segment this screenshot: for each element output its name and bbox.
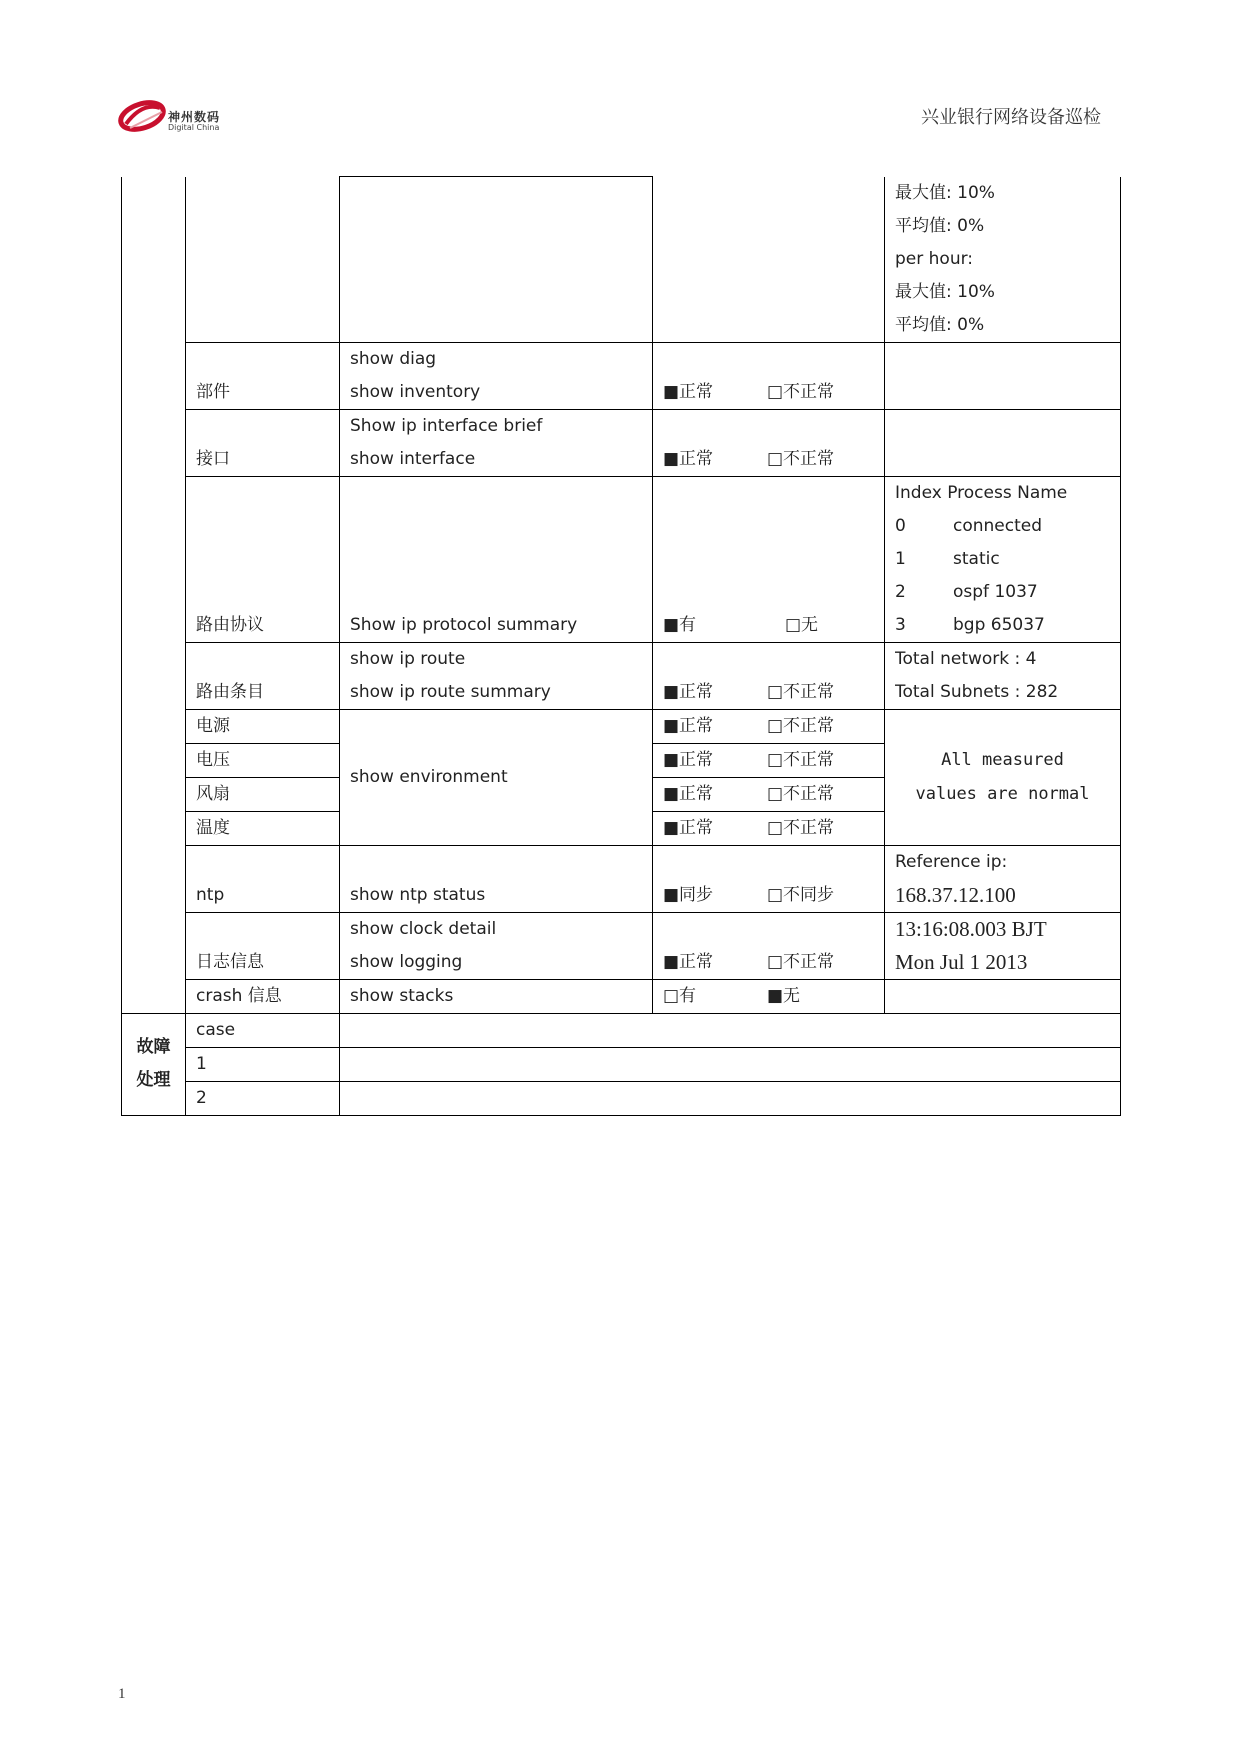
status-cell [653, 979, 885, 1013]
checkbox-normal[interactable]: ■正常 [663, 715, 714, 736]
item-cell: crash 信息 [186, 979, 340, 1013]
routing-note-cell [885, 476, 1121, 642]
checkbox-normal[interactable]: ■正常 [663, 381, 714, 402]
status-cell [653, 845, 885, 912]
item-cell: 日志信息 [186, 912, 340, 979]
note-cell [885, 979, 1121, 1013]
checkbox-abnormal[interactable]: □不正常 [767, 715, 835, 736]
fault-item-cell: 1 [186, 1047, 340, 1081]
page-number: 1 [118, 1686, 126, 1702]
fault-item-cell: case [186, 1013, 340, 1047]
checkbox-normal[interactable]: ■正常 [663, 749, 714, 770]
note-cell: 13:16:08.003 BJT Mon Jul 1 2013 [885, 912, 1121, 979]
inspection-table [121, 176, 1121, 1116]
checkbox-not-sync[interactable]: □不同步 [767, 884, 835, 905]
page-header-title: 兴业银行网络设备巡检 [921, 107, 1101, 128]
command-cell: show environment [340, 709, 653, 845]
fault-item-cell: 2 [186, 1081, 340, 1115]
checkbox-yes[interactable]: □有 [663, 985, 697, 1006]
table-row [122, 342, 1121, 409]
cpu-note-cell [885, 177, 1121, 343]
checkbox-normal[interactable]: ■正常 [663, 783, 714, 804]
cpu-line: 最大值: 10% [895, 182, 995, 203]
status-cell [653, 777, 885, 811]
item-cell: 温度 [186, 811, 340, 845]
note-cell [885, 342, 1121, 409]
process-entry: 1 static [895, 548, 1000, 569]
checkbox-normal[interactable]: ■正常 [663, 951, 714, 972]
table-row [122, 912, 1121, 979]
checkbox-no[interactable]: □无 [785, 614, 819, 635]
process-entry: 3 bgp 65037 [895, 614, 1045, 635]
checkbox-abnormal[interactable]: □不正常 [767, 951, 835, 972]
status-cell [653, 342, 885, 409]
item-cell: 部件 [186, 342, 340, 409]
fault-content-cell[interactable] [340, 1081, 1121, 1115]
command-cell: Show ip interface brief show interface [340, 409, 653, 476]
cpu-line: 最大值: 10% [895, 281, 995, 302]
status-cell [653, 476, 885, 642]
checkbox-normal[interactable]: ■正常 [663, 448, 714, 469]
command-cell: show ntp status [340, 845, 653, 912]
checkbox-normal[interactable]: ■正常 [663, 681, 714, 702]
checkbox-abnormal[interactable]: □不正常 [767, 681, 835, 702]
table-row [122, 709, 1121, 743]
cpu-line: 平均值: 0% [895, 215, 985, 236]
environment-note-cell: All measured values are normal [885, 709, 1121, 845]
checkbox-abnormal[interactable]: □不正常 [767, 381, 835, 402]
checkbox-no[interactable]: ■无 [767, 985, 801, 1006]
status-cell [653, 912, 885, 979]
table-row [122, 1013, 1121, 1047]
status-cell [653, 811, 885, 845]
status-cell [653, 177, 885, 343]
status-cell [653, 642, 885, 709]
fault-content-cell[interactable] [340, 1047, 1121, 1081]
item-cell: 电压 [186, 743, 340, 777]
command-cell: Show ip protocol summary [340, 476, 653, 642]
table-row [122, 1081, 1121, 1115]
table-row [122, 476, 1121, 642]
item-cell [186, 177, 340, 343]
checkbox-yes[interactable]: ■有 [663, 614, 697, 635]
fault-content-cell[interactable] [340, 1013, 1121, 1047]
table-row [122, 1047, 1121, 1081]
table-row [122, 845, 1121, 912]
note-cell: Total network : 4 Total Subnets : 282 [885, 642, 1121, 709]
item-cell: ntp [186, 845, 340, 912]
status-cell [653, 409, 885, 476]
item-cell: 电源 [186, 709, 340, 743]
command-cell: show ip route show ip route summary [340, 642, 653, 709]
status-cell [653, 743, 885, 777]
table-row [122, 642, 1121, 709]
checkbox-normal[interactable]: ■正常 [663, 817, 714, 838]
command-cell: show clock detail show logging [340, 912, 653, 979]
category-cell [122, 177, 186, 343]
process-entry: 2 ospf 1037 [895, 581, 1038, 602]
item-cell: 风扇 [186, 777, 340, 811]
note-cell: Reference ip: 168.37.12.100 [885, 845, 1121, 912]
item-cell: 接口 [186, 409, 340, 476]
process-header: Index Process Name [895, 482, 1068, 503]
note-cell [885, 409, 1121, 476]
checkbox-abnormal[interactable]: □不正常 [767, 817, 835, 838]
logo-text-en: Digital China [168, 123, 220, 132]
table-row [122, 409, 1121, 476]
logo-text-cn: 神州数码 [168, 110, 221, 124]
checkbox-abnormal[interactable]: □不正常 [767, 448, 835, 469]
process-entry: 0 connected [895, 515, 1043, 536]
command-cell: show diag show inventory [340, 342, 653, 409]
status-cell [653, 709, 885, 743]
command-cell [340, 177, 653, 343]
cpu-line: 平均值: 0% [895, 314, 985, 335]
item-cell: 路由协议 [186, 476, 340, 642]
cpu-line: per hour: [895, 248, 974, 269]
item-cell: 路由条目 [186, 642, 340, 709]
checkbox-abnormal[interactable]: □不正常 [767, 749, 835, 770]
fault-category-cell: 故障 处理 [122, 1013, 186, 1115]
checkbox-abnormal[interactable]: □不正常 [767, 783, 835, 804]
table-row [122, 979, 1121, 1013]
command-cell: show stacks [340, 979, 653, 1013]
checkbox-sync[interactable]: ■同步 [663, 884, 714, 905]
table-row [122, 177, 1121, 343]
